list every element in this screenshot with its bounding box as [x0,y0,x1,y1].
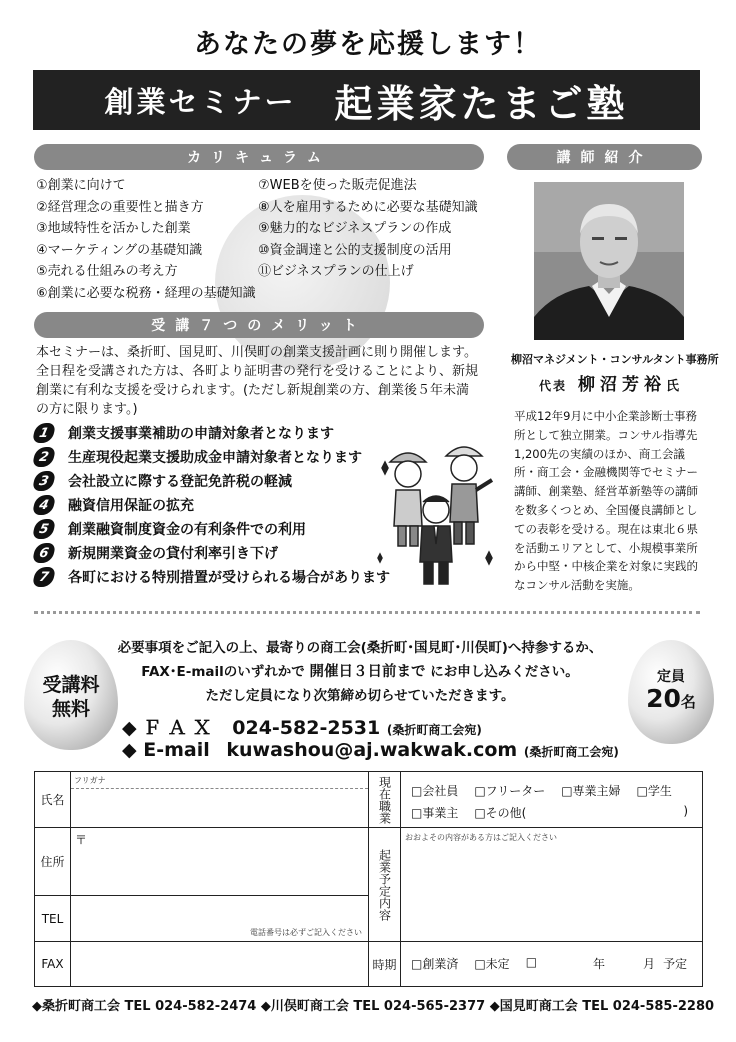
curriculum-item: ⑧人を雇用するために必要な基礎知識 [258,199,478,215]
profile-line: から中堅・中核企業を対象に実践的 [514,559,698,574]
curriculum-item: ⑥創業に必要な税務・経理の基礎知識 [36,285,256,301]
instructor-heading: 講師紹介 [507,144,702,170]
catch-copy: あなたの夢を応援します！ [194,29,542,60]
curriculum-item: ⑤売れる仕組みの考え方 [36,264,178,279]
apply-line-2-a: FAX･E-mailのいずれかで [141,664,310,680]
intro-line: 本セミナーは、桑折町、国見町、川俣町の創業支援計画に則り開催します。 [36,345,477,360]
fax-contact [122,713,482,740]
intro-line: 全日程を受講された方は、各町より証明書の発行を受けることにより、新規 [36,364,479,379]
job-option[interactable]: □フリーター [474,784,546,798]
fax-field[interactable] [71,942,369,987]
merit-text: 創業支援事業補助の申請対象者となります [68,426,334,442]
capacity-unit: 名 [680,693,696,711]
fax-note: (桑折町商工会宛) [386,723,482,737]
furigana-label: フリガナ [74,776,106,785]
merit-number: 4 [32,495,56,515]
curriculum-item: ⑨魅力的なビジネスプランの作成 [258,221,452,236]
curriculum-item: ⑦WEBを使った販売促進法 [258,178,417,193]
profile-line: 講師、創業塾、経営革新塾等の講師 [514,484,698,499]
profile-line: を活動エリアとして、小規模事業所 [514,540,698,555]
job-option[interactable]: □事業主 [411,806,459,820]
intro-line: 創業に有利な支援を受けられます。(ただし新規創業の方、創業後５年未満 [36,383,470,398]
merit-number: 6 [32,543,56,563]
intro-line: の方に限ります。) [36,402,138,417]
curriculum-item: ③地域特性を活かした創業 [36,221,191,236]
name-label: 氏名 [40,793,65,807]
email-contact [122,739,619,761]
fax-field-label: FAX [41,957,64,971]
email-label: ◆ E-mail [122,739,210,761]
fax-label-cell [35,942,71,987]
merit-text: 新規開業資金の貸付利率引き下げ [68,546,278,562]
plan-field[interactable] [401,828,703,942]
apply-line-3: ただし定員になり次第締め切らせていただきます。 [205,688,515,704]
apply-line-2-c: にお申し込みください。 [425,664,579,680]
instructor-honorific: 氏 [666,379,680,394]
period-option[interactable]: □ [525,955,538,969]
capacity-egg [628,640,714,744]
period-field[interactable] [401,942,703,987]
merit-text: 融資信用保証の拡充 [68,498,194,514]
apply-line-2 [100,660,620,681]
job-label: 現在職業 [377,775,392,824]
merit-number: 1 [32,423,56,443]
merit-number: 2 [32,447,56,467]
furigana-divider [71,788,368,789]
fee-label: 受講料 [42,674,100,696]
curriculum-item: ④マーケティングの基礎知識 [36,242,203,258]
job-label-cell [369,772,401,828]
plan-label: 起業予定内容 [377,848,392,921]
period-option[interactable]: □創業済 [411,957,459,971]
profile-line: 所・商工会・金融機関等でセミナー [514,465,698,480]
period-year: 年 [593,957,606,971]
fee-egg [24,640,118,750]
email-address[interactable]: kuwashou@aj.wakwak.com [226,739,518,761]
merit-text: 創業融資制度資金の有利条件での利用 [68,522,306,538]
merit-text: 生産現役起業支援助成金申請対象者となります [68,450,362,466]
banner-title: 起業家たまご塾 [334,81,629,126]
curriculum-item: ①創業に向けて [36,178,126,193]
job-options-row-1 [411,782,698,799]
merits-intro [36,343,488,419]
merit-number: 7 [32,567,56,587]
profile-line: 1,200先の実績のほか、商工会議 [514,446,685,461]
workers-illustration [376,438,502,588]
job-option[interactable]: □会社員 [411,784,459,798]
capacity-value: 20 [646,684,681,713]
period-option[interactable]: □未定 [474,957,510,971]
name-field[interactable] [71,772,369,828]
merits-heading: 受講７つのメリット [34,312,484,338]
banner-subtitle: 創業セミナー [104,84,297,119]
job-option-other-close: ) [683,804,688,818]
merit-text: 各町における特別措置が受けられる場合があります [68,570,390,586]
period-label: 時期 [372,957,397,972]
footer-contacts: ◆桑折町商工会 TEL 024-582-2474 ◆川俣町商工会 TEL 024-565-2377 ◆国見町商工会 TEL 024-585-2280 [32,999,715,1014]
curriculum-right [258,175,478,283]
name-label-cell [35,772,71,828]
section-divider [34,611,700,614]
curriculum-item: ⑩資金調達と公的支援制度の活用 [258,242,452,258]
job-option[interactable]: □専業主婦 [561,784,621,798]
apply-line-1: 必要事項をご記入の上、最寄りの商工会(桑折町･国見町･川俣町)へ持参するか、 [117,640,603,656]
tel-label-cell [35,896,71,942]
instructor-name-line [511,370,707,395]
profile-line: を数多くつとめ、全国優良講師とし [514,502,698,517]
instructor-photo [534,182,684,340]
job-option-other[interactable]: □その他( [474,806,527,820]
apply-deadline: 開催日３日前まで [309,664,426,680]
instructor-org: 柳沼マネジメント・コンサルタント事務所 [511,353,719,366]
instructor-name: 柳沼芳裕 [578,375,667,395]
job-field[interactable] [401,772,703,828]
plan-note: おおよその内容がある方はご記入ください [405,833,557,842]
curriculum-item: ⑪ビジネスプランの仕上げ [258,264,414,279]
curriculum-left [36,175,256,304]
fax-number[interactable]: 024-582-2531 [232,717,381,739]
profile-line: 平成12年9月に中小企業診断士事務 [514,409,697,423]
period-suffix: 予定 [663,957,688,971]
period-month: 月 [643,957,656,971]
tel-field[interactable] [71,896,369,942]
period-label-cell [369,942,401,987]
period-options [411,955,692,972]
address-label: 住所 [40,855,65,869]
fee-value: 無料 [51,698,90,720]
curriculum-heading: カリキュラム [34,144,484,170]
application-form [34,771,703,987]
merit-number: 5 [32,519,56,539]
capacity-value-line [628,684,714,713]
profile-line: ての表彰を受ける。現在は東北６県 [514,521,698,536]
title-banner [33,70,700,130]
tel-label: TEL [41,911,64,926]
curriculum-item: ②経営理念の重要性と描き方 [36,199,204,215]
profile-line: なコンサル活動を実施。 [514,578,640,593]
email-note: (桑折町商工会宛) [523,745,619,759]
plan-label-cell [369,828,401,942]
tel-note: 電話番号は必ずご記入ください [250,928,362,937]
merit-number: 3 [32,471,56,491]
capacity-label: 定員 [657,669,685,685]
job-option[interactable]: □学生 [636,784,672,798]
instructor-profile [514,407,704,595]
instructor-role: 代表 [538,379,567,393]
job-options-row-2 [411,804,688,821]
profile-line: 所として独立開業。コンサル指導先 [514,427,698,442]
postal-mark: 〒 [75,833,88,847]
merit-text: 会社設立に際する登記免許税の軽減 [68,474,292,490]
fax-label: ◆ＦＡＸ [122,717,218,739]
address-label-cell [35,828,71,896]
address-field[interactable] [71,828,369,896]
